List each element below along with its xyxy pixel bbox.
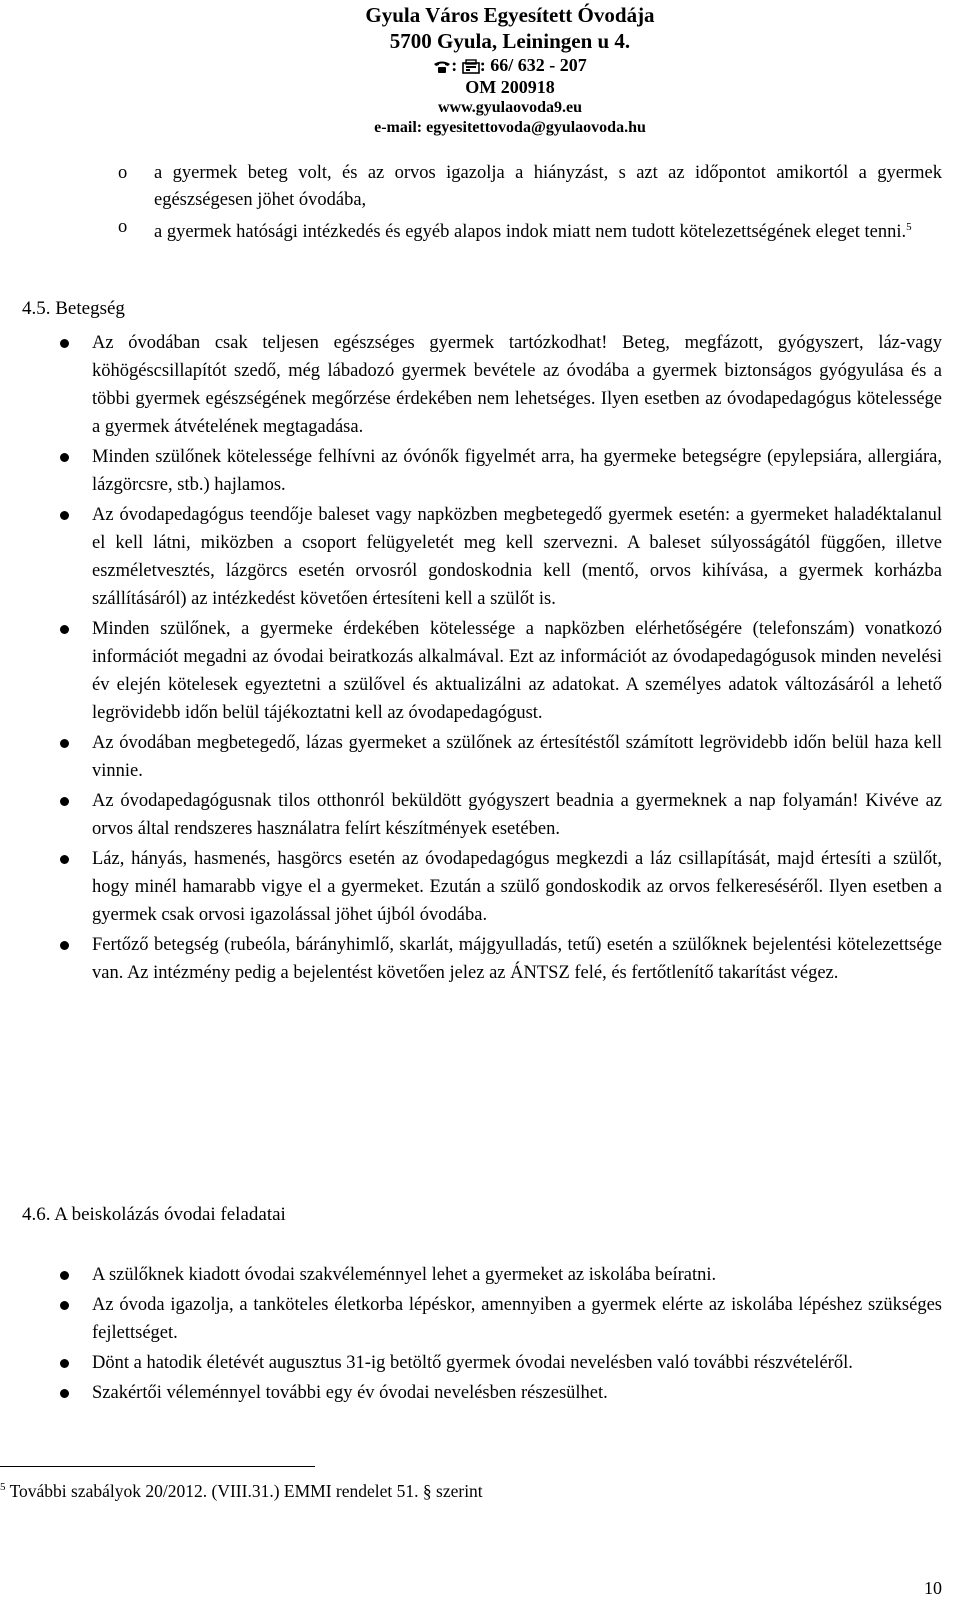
absence-conditions-list [118,160,942,246]
list-item-text: a gyermek beteg volt, és az orvos igazolja a hiányzást, s azt az időpontot amikortól a gyermek egészségesen jöhet óvodába, [154,163,942,210]
org-name: Gyula Város Egyesített Óvodája [365,3,655,27]
illness-rules-list [56,329,942,989]
bullet-icon [60,1301,69,1310]
bullet-icon [60,941,69,950]
section-title-beiskolazas: 4.6. A beiskolázás óvodai feladatai [22,1204,286,1225]
page-number: 10 [924,1578,942,1598]
list-item-text: Az óvodapedagógus teendője baleset vagy napközben megbetegedő gyermek esetén: a gyermeket haladéktalanul el kell látni, miközben a csoport felügyeletét meg kell szervezni. A baleset súlyosságától függően, illetve eszméletvesztés, lázgörcs esetén orvosról gondoskodnia kell (mentő, orvos kihívása, a gyermek korházba szállításáról) az intézkedést követően értesíteni kell a szülőt is. [92,505,942,609]
letterhead [250,2,770,138]
list-item [118,160,942,214]
footnote-tail: szerint [431,1481,483,1501]
list-item-text: Szakértői véleménnyel további egy év óvodai nevelésben részesülhet. [92,1383,608,1403]
list-item-text: A szülőknek kiadott óvodai szakvéleménnyel lehet a gyermeket az iskolába beíratni. [92,1265,717,1285]
om-number: OM 200918 [465,77,555,97]
bullet-icon [60,739,69,748]
bullet-icon [60,855,69,864]
section-title-betegseg: 4.5. Betegség [22,298,125,319]
list-item-text: Láz, hányás, hasmenés, hasgörcs esetén az óvodapedagógus megkezdi a láz csillapítását, majd értesíti a szülőt, hogy minél hamarabb vigye el a gyermeket. Ezután a szülő gondoskodik az orvos felkereséséről. Ilyen esetben a gyermek csak orvosi igazolással jöhet újból óvodába. [92,849,942,925]
list-item-text: a gyermek hatósági intézkedés és egyéb alapos indok miatt nem tudott kötelezettségének eleget tenni. [154,222,907,242]
list-item [56,1261,942,1289]
phone-line [250,54,770,76]
list-item-text: Minden szülőnek kötelessége felhívni az óvónők figyelmét arra, ha gyermeke betegségre (epylepsiára, allergiára, lázgörcsre, stb.) hajlamos. [92,447,942,495]
list-item [56,1291,942,1347]
bullet-icon [60,1271,69,1280]
phone-separator: : [451,55,462,75]
list-item-text: Az óvodapedagógusnak tilos otthonról beküldött gyógyszert beadnia a gyermeknek a nap folyamán! Kivéve az orvos által rendszeres használatra felírt készítmények esetében. [92,791,942,839]
list-item-text: Az óvoda igazolja, a tanköteles életkorba lépéskor, amennyiben a gyermek elérte az iskolába lépéshez szükséges fejlettséget. [92,1295,942,1343]
list-item [56,729,942,785]
list-item [56,845,942,929]
list-item-text: Dönt a hatodik életévét augusztus 31-ig betöltő gyermek óvodai nevelésben való további részvételéről. [92,1353,853,1373]
list-item [56,329,942,441]
list-marker: o [118,163,128,183]
bullet-icon [60,339,69,348]
list-item [56,501,942,613]
list-item-text: Minden szülőnek, a gyermeke érdekében kötelessége a napközben elérhetőségére (telefonszám) vonatkozó információt megadni az óvodai beiratkozás alkalmával. Ezt az információt az óvodapedagógusok minden nevelési év elején kötelesek egyeztetni a szülővel és aktualizálni az adatokat. A személyes adatok változásáról a lehető legrövidebb időn belül tájékoztatni kell az óvodapedagógust. [92,619,942,723]
list-item [56,931,942,987]
list-item-text: Az óvodában megbetegedő, lázas gyermeket a szülőnek az értesítéstől számított legrövidebb időn belül haza kell vinnie. [92,733,942,781]
footnote-text: További szabályok 20/2012. (VIII.31.) EMMI rendelet 51. [9,1481,419,1501]
bullet-icon [60,1389,69,1398]
footnote [0,1475,483,1503]
bullet-icon [60,797,69,806]
email[interactable]: e-mail: egyesitettovoda@gyulaovoda.hu [374,119,646,136]
list-item [56,615,942,727]
list-item [56,1379,942,1407]
list-item [56,787,942,843]
org-address: 5700 Gyula, Leiningen u 4. [389,29,631,53]
list-item-text: Az óvodában csak teljesen egészséges gyermek tartózkodhat! Beteg, megfázott, gyógyszert, láz-vagy köhögéscsillapítót szedő, még lábadozó gyermek bevétele az óvodába a gyermek biztonságos gyógyulása és a többi gyermek egészségének megőrzése érdekében nem lehetséges. Ilyen esetben az óvodapedagógus kötelessége a gyermek átvételének megtagadása. [92,333,942,437]
bullet-icon [60,511,69,520]
bullet-icon [60,1359,69,1368]
bullet-icon [60,625,69,634]
section-sign: § [422,1481,432,1501]
footnote-ref[interactable]: 5 [906,221,912,233]
school-enrollment-list [56,1261,942,1409]
list-item [56,443,942,499]
list-item-text: Fertőző betegség (rubeóla, bárányhimlő, skarlát, májgyulladás, tetű) esetén a szülőknek bejelentési kötelezettsége van. Az intézmény pedig a bejelentést követően jelez az ÁNTSZ felé, és fertőtlenítő takarítást végez. [92,935,942,983]
phone-number: : 66/ 632 - 207 [479,55,587,75]
list-marker: o [118,217,128,237]
bullet-icon [60,453,69,462]
footnote-number: 5 [0,1481,6,1493]
phone-icon [433,60,451,74]
website[interactable]: www.gyulaovoda9.eu [437,99,583,116]
fax-icon [462,59,480,74]
list-item [118,214,942,246]
footnote-divider [0,1466,315,1467]
list-item [56,1349,942,1377]
